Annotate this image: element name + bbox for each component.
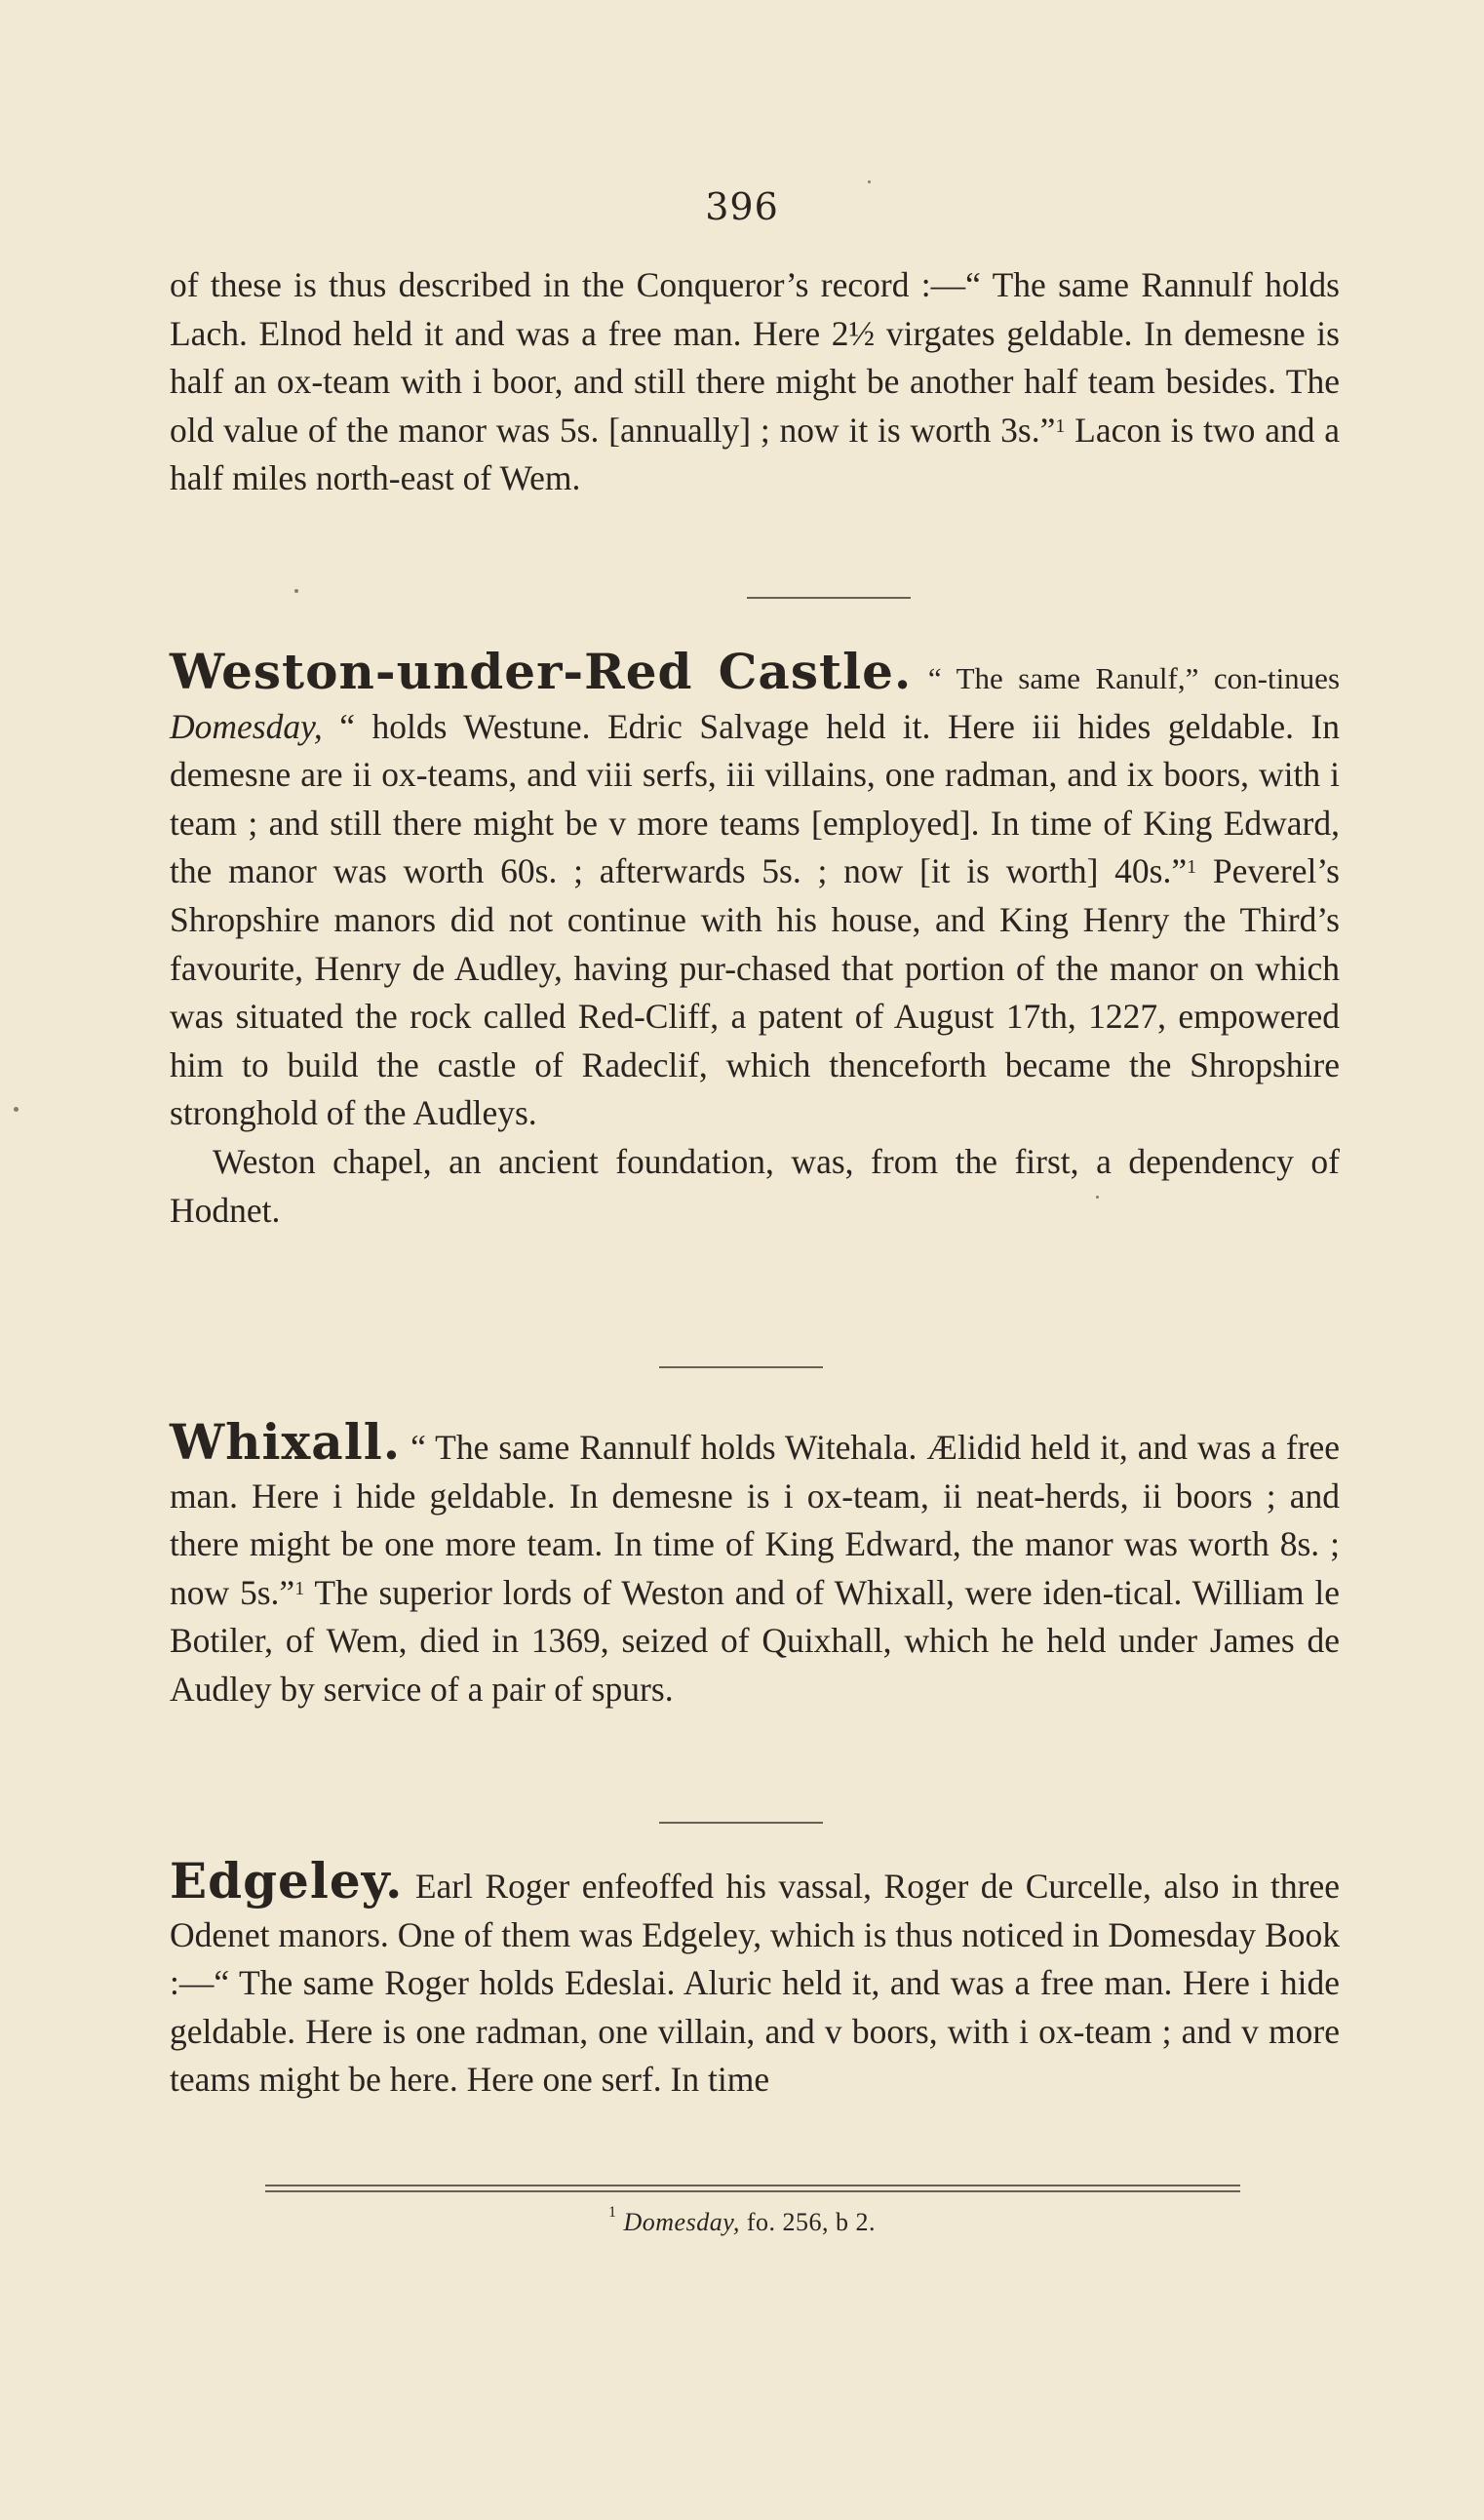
page-number: 396 xyxy=(705,185,779,228)
whixall-text-b: The superior lords of Weston and of Whixall, were iden-tical. William le Botiler, of Wem, died in 1369, seized of Quixhall, which he held under James de Audley by service of a pair of spurs. xyxy=(170,1572,1340,1709)
lacon-location: Lacon is two and a half miles north-east of Wem. xyxy=(170,410,1341,498)
section-divider xyxy=(747,597,911,599)
section-divider xyxy=(659,1366,823,1368)
paper-speck xyxy=(1096,1196,1099,1199)
footnote-ref: 1 xyxy=(294,1577,305,1599)
weston-chapel-paragraph: Weston chapel, an ancient foundation, was, from the first, a dependency of Hodnet. xyxy=(170,1141,1340,1230)
footnote-ref: 1 xyxy=(1055,414,1066,437)
footnote-marker: 1 xyxy=(608,2204,617,2221)
heading-edgeley: Edgeley. xyxy=(170,1852,404,1910)
footnote-rule xyxy=(265,2185,1240,2186)
edgeley-text: Earl Roger enfeoffed his vassal, Roger de Curcelle, also in three Odenet manors. One of them was Edgeley, which is thus noticed in Domesday Book :—“ The same Roger holds Edeslai. Aluric held it, and was a free man. Here i hide geldable. Here is one radman, one villain, and v boors, with i ox-team ; and v more teams might be here. Here one serf. In time xyxy=(170,1867,1341,2100)
heading-whixall: Whixall. xyxy=(170,1413,402,1471)
weston-text-b: Peverel’s Shropshire manors did not continue with his house, and King Henry the Third’s favourite, Henry de Audley, having pur-chased that portion of the manor on which was situated the rock called Red-Cliff, a patent of August 17th, 1227, empowered him to build the castle of Radeclif, which thenceforth became the Shropshire stronghold of the Audleys. xyxy=(170,851,1341,1133)
footnote-reference: fo. 256, b 2. xyxy=(746,2208,876,2236)
footnote xyxy=(0,2204,1484,2237)
whixall-text-a: “ The same Rannulf holds Witehala. Ælidid held it, and was a free man. Here i hide geldable. In demesne is i ox-team, ii neat-herds, ii boors ; and there might be one more team. In time of King Edward, the manor was worth 8s. ; now 5s.” xyxy=(170,1428,1341,1612)
paragraph-whixall xyxy=(170,1413,1341,1714)
paragraph-weston xyxy=(170,643,1341,1235)
weston-intro: “ The same Ranulf,” con-tinues xyxy=(927,661,1341,695)
footnote-source: Domesday, xyxy=(623,2208,740,2236)
lach-text: of these is thus described in the Conqueror’s record :—“ The same Rannulf holds Lach. Elnod held it and was a free man. Here 2½ virgates geldable. In demesne is half an ox-team with i boor, and still there might be another half team besides. The old value of the manor was 5s. [annually] ; now it is worth 3s.” xyxy=(170,265,1340,450)
footnote-ref: 1 xyxy=(1187,856,1197,879)
paragraph-lacon xyxy=(170,261,1340,503)
weston-text-a: “ holds Westune. Edric Salvage held it. Here iii hides geldable. In demesne are ii ox-teams, and viii serfs, iii villains, one radman, and ix boors, with i team ; and still there might be v more teams [employed]. In time of King Edward, the manor was worth 60s. ; afterwards 5s. ; now [it is worth] 40s.” xyxy=(170,706,1341,891)
paper-speck xyxy=(14,1107,19,1112)
heading-weston: Weston-under-Red Castle. xyxy=(170,643,913,700)
paper-speck xyxy=(294,589,298,593)
section-divider xyxy=(659,1822,823,1824)
domesday-title: Domesday, xyxy=(170,706,323,746)
footnote-rule xyxy=(265,2190,1240,2192)
paper-speck xyxy=(868,180,871,183)
paragraph-edgeley xyxy=(170,1852,1341,2105)
